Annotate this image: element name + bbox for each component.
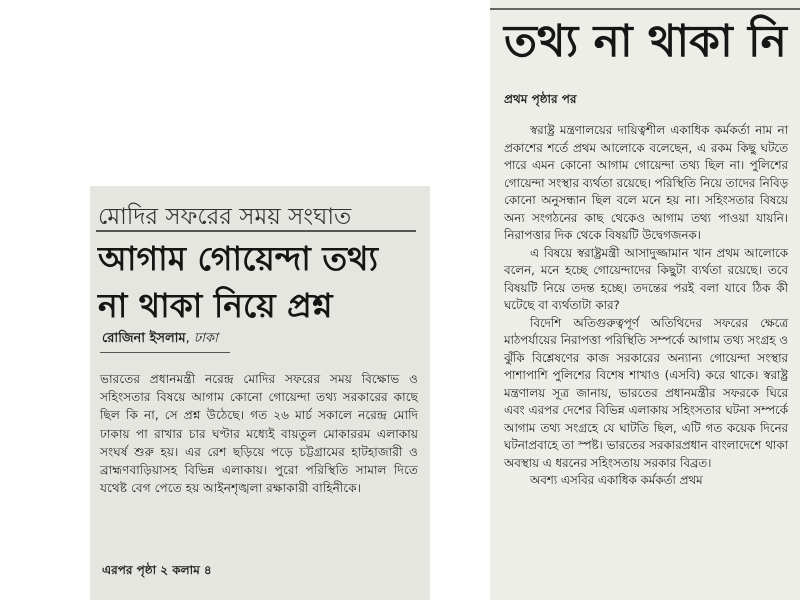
paragraph: স্বরাষ্ট্র মন্ত্রণালয়ের দায়িত্বশীল একাধিক কর্মকর্তা নাম না প্রকাশের শর্তে প্রথম আলোকে বলেছেন, এ রকম কিছু ঘটতে পারে এমন কোনো আগাম গোয়েন্দা তথ্য ছিল না। পুলিশের গোয়েন্দা সংস্থার ব্যর্থতা রয়েছে। পরিস্থিতি নিয়ে তাদের নিবিড় কোনো অনুসন্ধান ছিল বলে মনে হয় না। সহিংসতার বিষয়ে অন্য সংগঠনের কাছ থেকেও আগাম তথ্য পাওয়া যায়নি। নিরাপত্তার দিক থেকে বিষয়টি উদ্বেগজনক।: [504, 123, 788, 242]
top-divider: [490, 8, 800, 10]
kicker-divider: [96, 230, 416, 232]
headline-line-2: না থাকা নিয়ে প্রশ্ন: [98, 286, 333, 325]
kicker-heading: মোদির সফরের সময় সংঘাত: [98, 204, 352, 230]
headline-line-1: আগাম গোয়েন্দা তথ্য: [98, 239, 379, 278]
paragraph: অবশ্য এসবির একাধিক কর্মকর্তা প্রথম: [530, 473, 703, 487]
byline-place: ঢাকা: [193, 331, 218, 346]
continued-body: [504, 122, 788, 490]
left-article-clipping: [90, 186, 430, 600]
continued-headline: তথ্য না থাকা নি: [504, 16, 787, 67]
paragraph: এ বিষয়ে স্বরাষ্ট্রমন্ত্রী আসাদুজ্জামান খান প্রথম আলোকে বলেন, মনে হচ্ছে গোয়েন্দাদের কিছুটা ব্যর্থতা রয়েছে। তবে বিষয়টি নিয়ে তদন্ত হচ্ছে। তদন্তের পরই বলা যাবে ঠিক কী ঘটেছে বা ব্যর্থতাটা কার?: [504, 245, 788, 312]
byline-divider: [100, 352, 230, 353]
article-body: ভারতের প্রধানমন্ত্রী নরেন্দ্র মোদির সফরের সময় বিক্ষোভ ও সহিংসতার বিষয়ে আগাম কোনো গোয়েন্দা তথ্য সরকারের কাছে ছিল কি না, সে প্রশ্ন উঠেছে। গত ২৬ মার্চ সকালে নরেন্দ্র মোদি ঢাকায় পা রাখার চার ঘণ্টার মধ্যেই বায়তুল মোকাররম এলাকায় সংঘর্ষ শুরু হয়। এর রেশ ছড়িয়ে পড়ে চট্টগ্রামের হাটহাজারী ও ব্রাহ্মণবাড়িয়াসহ বিভিন্ন এলাকায়। পুরো পরিস্থিতি সামাল দিতে যথেষ্ট বেগ পেতে হয় আইনশৃঙ্খলা রক্ষাকারী বাহিনীকে।: [100, 372, 418, 496]
right-article-clipping: [490, 0, 800, 600]
byline: রোজিনা ইসলাম, ঢাকা: [102, 331, 218, 346]
continuation-note: এরপর পৃষ্ঠা ২ কলাম ৪: [102, 563, 212, 577]
paragraph: বিদেশি অতিগুরুত্বপূর্ণ অতিথিদের সফরের ক্ষেত্রে মাঠপর্যায়ের নিরাপত্তা পরিস্থিতি সম্পর্কে আগাম তথ্য সংগ্রহ ও ঝুঁকি বিশ্লেষণের কাজ সরকারের অন্যান্য গোয়েন্দা সংস্থার পাশাপাশি পুলিশের বিশেষ শাখাও (এসবি) করে থাকে। স্বরাষ্ট্র মন্ত্রণালয় সূত্র জানায়, ভারতের প্রধানমন্ত্রীর সফরকে ঘিরে এবং এরপর দেশের বিভিন্ন এলাকায় সহিংসতার ঘটনা সম্পর্কে আগাম তথ্য সংগ্রহে যে ঘাটতি ছিল, এটি গত কয়েক দিনের ঘটনাপ্রবাহে তা স্পষ্ট। ভারতের সরকারপ্রধান বাংলাদেশে থাকা অবস্থায় এ ধরনের সহিংসতায় সরকার বিব্রত।: [504, 315, 788, 470]
byline-author: রোজিনা ইসলাম: [102, 331, 186, 346]
continued-from-label: প্রথম পৃষ্ঠার পর: [504, 92, 577, 106]
